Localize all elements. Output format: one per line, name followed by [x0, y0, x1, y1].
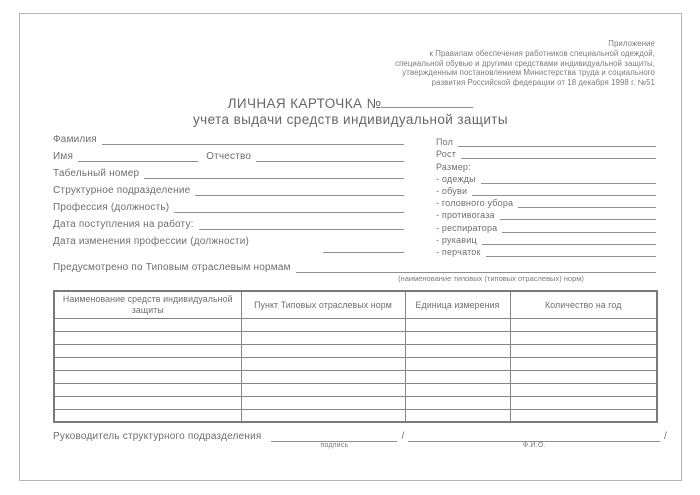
field-label: - головного убора [436, 198, 514, 209]
table-cell [510, 318, 657, 331]
field-label: Дата поступления на работу: [53, 219, 194, 230]
field-label: Табельный номер [53, 168, 140, 179]
field-size-clothing [436, 172, 656, 184]
field-personnel-number [53, 162, 404, 179]
appendix-note-line: Приложение [608, 39, 655, 48]
field-sex [436, 135, 656, 147]
field-line [482, 237, 656, 245]
field-line [199, 219, 404, 230]
table-body [54, 318, 657, 422]
field-line [502, 225, 656, 233]
field-label: - обуви [436, 185, 468, 196]
fullname-caption: Ф.И.О. [522, 442, 546, 449]
table-header [54, 291, 657, 318]
field-norms [53, 259, 656, 273]
table-header-cell: Единица измерения [405, 291, 510, 318]
field-label: - противогаза [436, 210, 495, 221]
field-line [102, 134, 404, 145]
table-cell [510, 396, 657, 409]
field-line [458, 139, 656, 147]
field-hire-date [53, 213, 404, 230]
field-label: Отчество [206, 151, 252, 162]
field-size-gasmask [436, 208, 656, 220]
table-cell [405, 396, 510, 409]
table-cell [510, 409, 657, 422]
table-cell [510, 383, 657, 396]
table-row [54, 357, 657, 370]
field-department [53, 179, 404, 196]
signature-caption: подпись [320, 442, 349, 449]
form-title [20, 96, 681, 128]
table-cell [54, 318, 241, 331]
table-cell [241, 331, 405, 344]
table-header-cell: Пункт Типовых отраслевых норм [241, 291, 405, 318]
signature-line [271, 430, 397, 449]
table-cell [54, 409, 241, 422]
field-label: Предусмотрено по Типовым отраслевым нормам [53, 262, 291, 273]
fullname-line [408, 430, 660, 449]
field-profession-change [53, 230, 404, 247]
field-size-headgear [436, 196, 656, 208]
field-label: - перчаток [436, 246, 481, 257]
table-cell [405, 383, 510, 396]
field-label: - рукавиц [436, 234, 477, 245]
appendix-note-line: к Правилам обеспечения работников специальной одеждой, [429, 48, 655, 58]
field-line [461, 151, 656, 159]
field-height [436, 147, 656, 159]
table-cell [241, 409, 405, 422]
field-size-respirator [436, 220, 656, 232]
table-cell [54, 331, 241, 344]
form-title-line2: учета выдачи средств индивидуальной защиты [193, 112, 508, 127]
field-line [481, 176, 656, 184]
field-line [195, 185, 404, 196]
field-line [486, 249, 656, 257]
norms-caption: (наименование типовых (типовых отраслевых) норм) [398, 274, 584, 283]
field-label: Профессия (должность) [53, 202, 170, 213]
table-row [54, 383, 657, 396]
field-label: Имя [53, 151, 74, 162]
table-cell [241, 383, 405, 396]
appendix-note-line: утвержденным постановлением Министерства труда и социального [402, 68, 655, 78]
table-cell [510, 370, 657, 383]
appendix-note-line: развития Российской федерации от 18 декабря 1998 г. №51 [431, 78, 655, 88]
table-cell [510, 357, 657, 370]
field-profession-change-line [53, 247, 404, 253]
table-header-row [54, 291, 657, 318]
table-row [54, 409, 657, 422]
field-label: Структурное подразделение [53, 185, 191, 196]
field-line [256, 151, 404, 162]
field-size-footwear [436, 184, 656, 196]
form-title-line1 [20, 96, 681, 112]
field-line [144, 168, 404, 179]
table-cell [54, 383, 241, 396]
table-cell [510, 344, 657, 357]
field-label: - респиратора [436, 222, 498, 233]
norms-section [53, 259, 656, 283]
field-label: - одежды [436, 173, 476, 184]
field-line [296, 263, 656, 273]
slash-separator: / [664, 431, 667, 442]
appendix-note-line: специальной обувью и другими средствами индивидуальной защиты, [395, 58, 655, 68]
table-cell [510, 331, 657, 344]
field-profession [53, 196, 404, 213]
table-row [54, 318, 657, 331]
field-size-header [436, 159, 656, 171]
table-cell [54, 370, 241, 383]
form-page [19, 13, 682, 481]
table-cell [241, 344, 405, 357]
signature-label: Руководитель структурного подразделения [53, 431, 262, 442]
table-cell [405, 318, 510, 331]
field-name-patronymic [53, 145, 404, 162]
form-title-text: ЛИЧНАЯ КАРТОЧКА № [227, 96, 382, 111]
table-cell [405, 370, 510, 383]
fields-left-column [53, 128, 404, 253]
field-line [323, 248, 404, 253]
table-cell [405, 331, 510, 344]
field-line [500, 212, 656, 220]
table-row [54, 331, 657, 344]
table-cell [241, 357, 405, 370]
field-label: Пол [436, 137, 454, 148]
table-header-cell: Количество на год [510, 291, 657, 318]
field-size-gloves [436, 245, 656, 257]
field-line [472, 188, 656, 196]
table-cell [241, 396, 405, 409]
table-row [54, 370, 657, 383]
field-line [174, 202, 404, 213]
field-label: Рост [436, 149, 457, 160]
appendix-note [395, 39, 655, 88]
field-line [518, 200, 656, 208]
table-header-cell: Наименование средств индивидуальной защиты [54, 291, 241, 318]
table-cell [54, 357, 241, 370]
field-label: Дата изменения профессии (должности) [53, 236, 250, 247]
field-line [78, 151, 198, 162]
slash-separator: / [401, 431, 405, 442]
fields-right-column [436, 135, 656, 257]
table-cell [405, 409, 510, 422]
card-number-line [381, 98, 473, 108]
table-cell [405, 344, 510, 357]
table-row [54, 396, 657, 409]
signature-section [53, 430, 671, 449]
field-label: Размер: [436, 161, 471, 172]
table-cell [54, 344, 241, 357]
field-size-mittens [436, 233, 656, 245]
table-cell [405, 357, 510, 370]
field-surname [53, 128, 404, 145]
field-label: Фамилия [53, 134, 97, 145]
table-cell [241, 370, 405, 383]
table-cell [241, 318, 405, 331]
ppe-table [53, 290, 658, 423]
table-cell [54, 396, 241, 409]
table-row [54, 344, 657, 357]
